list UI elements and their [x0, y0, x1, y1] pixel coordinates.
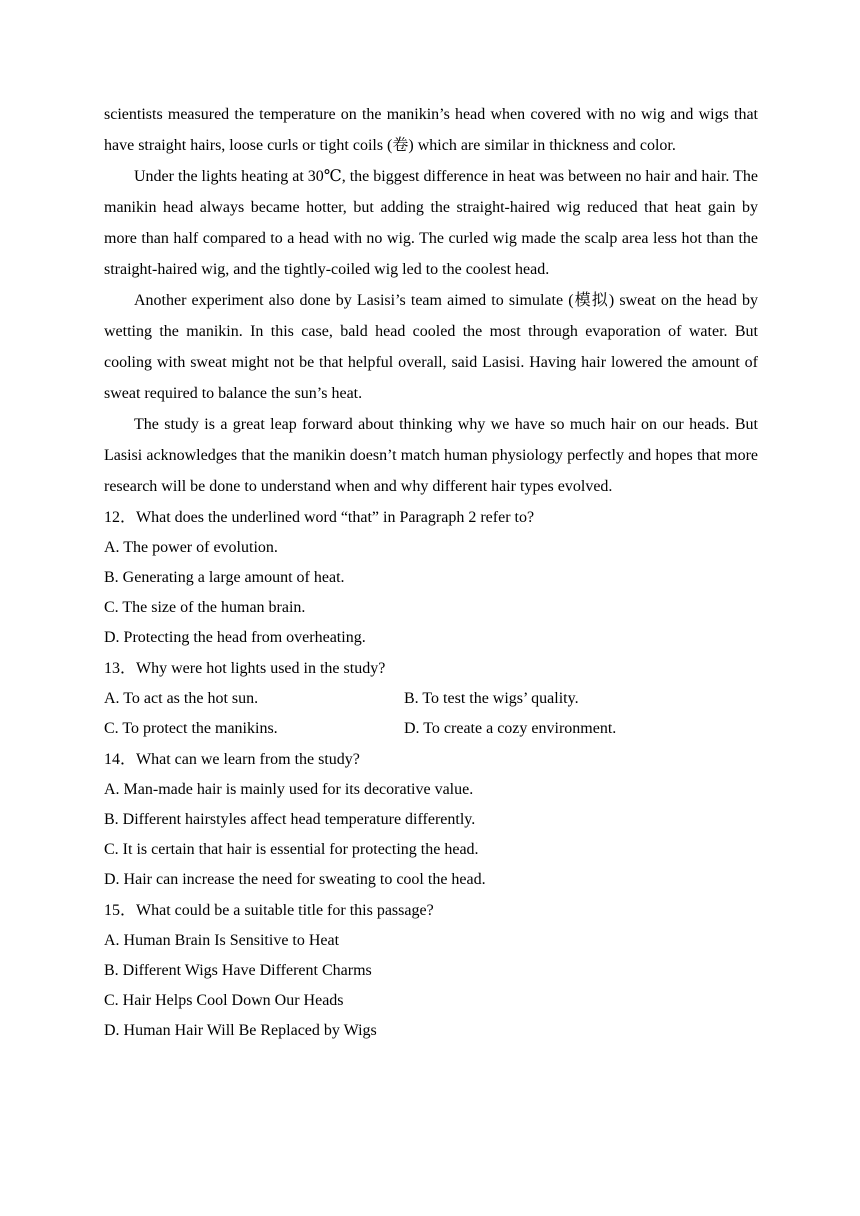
option-d: D. Hair can increase the need for sweating to cool the head.	[104, 871, 486, 888]
option-row-1	[104, 684, 758, 714]
option-b: B. Generating a large amount of heat.	[104, 569, 345, 586]
option-d: D. Human Hair Will Be Replaced by Wigs	[104, 1022, 377, 1039]
document-page	[104, 99, 758, 1046]
reading-passage	[104, 99, 758, 502]
question-15	[104, 895, 758, 1046]
question-stem: 12．What does the underlined word “that” in Paragraph 2 refer to?	[104, 509, 535, 526]
option-b: B. To test the wigs’ quality.	[404, 690, 579, 707]
option-d: D. To create a cozy environment.	[404, 720, 617, 737]
passage-paragraph-1: scientists measured the temperature on the manikin’s head when covered with no wig and wigs that have straight hairs, loose curls or tight coils (卷) which are similar in thickness and color.	[104, 106, 758, 154]
option-a: A. To act as the hot sun.	[104, 690, 259, 707]
option-row-2	[104, 714, 758, 744]
option-a: A. The power of evolution.	[104, 539, 278, 556]
option-c: C. Hair Helps Cool Down Our Heads	[104, 992, 344, 1009]
option-a: A. Human Brain Is Sensitive to Heat	[104, 932, 340, 949]
option-b: B. Different hairstyles affect head temperature differently.	[104, 811, 476, 828]
option-d: D. Protecting the head from overheating.	[104, 629, 366, 646]
question-13	[104, 653, 758, 744]
option-c: C. To protect the manikins.	[104, 720, 278, 737]
question-14	[104, 744, 758, 895]
question-stem: 13．Why were hot lights used in the study?	[104, 660, 386, 677]
passage-paragraph-2: Under the lights heating at 30℃, the biggest difference in heat was between no hair and hair. The manikin head always became hotter, but adding the straight-haired wig reduced that heat gain by more than half compared to a head with no wig. The curled wig made the scalp area less hot than the straight-haired wig, and the tightly-coiled wig led to the coolest head.	[104, 168, 758, 278]
question-12	[104, 502, 758, 653]
question-stem: 14．What can we learn from the study?	[104, 751, 360, 768]
passage-paragraph-3: Another experiment also done by Lasisi’s team aimed to simulate (模拟) sweat on the head by wetting the manikin. In this case, bald head cooled the most through evaporation of water. But cooling with sweat might not be that helpful overall, said Lasisi. Having hair lowered the amount of sweat required to balance the sun’s heat.	[104, 292, 758, 402]
option-c: C. The size of the human brain.	[104, 599, 306, 616]
option-b: B. Different Wigs Have Different Charms	[104, 962, 372, 979]
passage-paragraph-4: The study is a great leap forward about thinking why we have so much hair on our heads. But Lasisi acknowledges that the manikin doesn’t match human physiology perfectly and hopes that more research will be done to understand when and why different hair types evolved.	[104, 416, 758, 495]
option-c: C. It is certain that hair is essential for protecting the head.	[104, 841, 479, 858]
question-stem: 15．What could be a suitable title for this passage?	[104, 902, 434, 919]
option-a: A. Man-made hair is mainly used for its decorative value.	[104, 781, 474, 798]
